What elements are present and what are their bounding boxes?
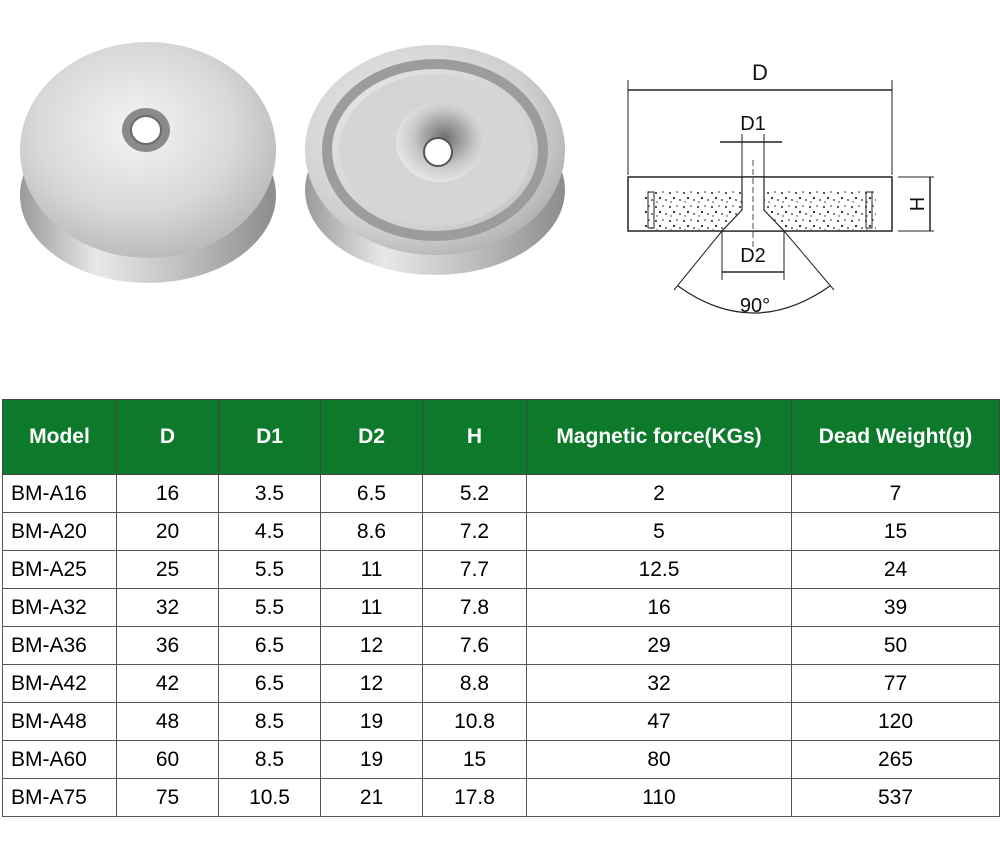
cell-d2: 11 <box>321 589 423 627</box>
header-d: D <box>117 400 219 475</box>
table-row <box>3 551 1000 589</box>
header-h: H <box>423 400 527 475</box>
cell-magnetic-force: 16 <box>527 589 792 627</box>
cell-d2: 6.5 <box>321 475 423 513</box>
table-row <box>3 741 1000 779</box>
table-row <box>3 627 1000 665</box>
magnet-photo-right <box>305 45 565 275</box>
header-model: Model <box>3 400 117 475</box>
label-d1: D1 <box>740 113 766 135</box>
cell-dead-weight: 77 <box>792 665 1000 703</box>
cell-h: 7.8 <box>423 589 527 627</box>
cell-d: 75 <box>117 779 219 817</box>
header-dead-weight: Dead Weight(g) <box>792 400 1000 475</box>
cell-d: 36 <box>117 627 219 665</box>
cell-d: 60 <box>117 741 219 779</box>
cell-h: 10.8 <box>423 703 527 741</box>
cell-d1: 5.5 <box>219 589 321 627</box>
cell-dead-weight: 39 <box>792 589 1000 627</box>
cell-model: BM-A32 <box>3 589 117 627</box>
cell-d: 16 <box>117 475 219 513</box>
cell-model: BM-A42 <box>3 665 117 703</box>
cell-model: BM-A16 <box>3 475 117 513</box>
cell-d1: 10.5 <box>219 779 321 817</box>
cell-dead-weight: 120 <box>792 703 1000 741</box>
cell-d: 42 <box>117 665 219 703</box>
cell-dead-weight: 24 <box>792 551 1000 589</box>
cross-section-diagram <box>612 50 952 330</box>
table-row <box>3 589 1000 627</box>
magnet-photo-left <box>20 42 276 283</box>
table-row <box>3 513 1000 551</box>
cell-magnetic-force: 2 <box>527 475 792 513</box>
cell-dead-weight: 50 <box>792 627 1000 665</box>
cell-d1: 6.5 <box>219 627 321 665</box>
cell-model: BM-A25 <box>3 551 117 589</box>
cell-h: 7.7 <box>423 551 527 589</box>
cell-d2: 11 <box>321 551 423 589</box>
cell-h: 8.8 <box>423 665 527 703</box>
cell-magnetic-force: 32 <box>527 665 792 703</box>
header-d2: D2 <box>321 400 423 475</box>
cell-d1: 4.5 <box>219 513 321 551</box>
cell-h: 15 <box>423 741 527 779</box>
cell-model: BM-A48 <box>3 703 117 741</box>
cell-d: 20 <box>117 513 219 551</box>
cell-dead-weight: 15 <box>792 513 1000 551</box>
cell-d1: 6.5 <box>219 665 321 703</box>
cell-model: BM-A36 <box>3 627 117 665</box>
label-d: D <box>752 60 768 85</box>
product-photos <box>0 0 600 330</box>
cell-dead-weight: 537 <box>792 779 1000 817</box>
cell-d: 48 <box>117 703 219 741</box>
cell-magnetic-force: 47 <box>527 703 792 741</box>
table-header-row <box>3 400 1000 475</box>
label-d2: D2 <box>740 245 766 267</box>
cell-d2: 12 <box>321 627 423 665</box>
cell-h: 7.6 <box>423 627 527 665</box>
magnet-photos-graphic <box>0 0 600 330</box>
header-magnetic-force: Magnetic force(KGs) <box>527 400 792 475</box>
cell-d: 32 <box>117 589 219 627</box>
cell-d: 25 <box>117 551 219 589</box>
cell-d2: 21 <box>321 779 423 817</box>
cell-magnetic-force: 29 <box>527 627 792 665</box>
cell-h: 17.8 <box>423 779 527 817</box>
cell-d2: 12 <box>321 665 423 703</box>
dimension-drawing <box>612 50 952 330</box>
table-row <box>3 475 1000 513</box>
cell-dead-weight: 7 <box>792 475 1000 513</box>
header-d1: D1 <box>219 400 321 475</box>
cell-h: 5.2 <box>423 475 527 513</box>
cell-d2: 8.6 <box>321 513 423 551</box>
table-row <box>3 665 1000 703</box>
table-row <box>3 779 1000 817</box>
cell-magnetic-force: 80 <box>527 741 792 779</box>
cell-model: BM-A60 <box>3 741 117 779</box>
spec-table <box>2 399 1000 817</box>
cell-model: BM-A75 <box>3 779 117 817</box>
cell-magnetic-force: 12.5 <box>527 551 792 589</box>
cell-d1: 8.5 <box>219 741 321 779</box>
cell-d2: 19 <box>321 741 423 779</box>
cell-dead-weight: 265 <box>792 741 1000 779</box>
label-angle: 90° <box>739 295 771 317</box>
cell-d1: 5.5 <box>219 551 321 589</box>
cell-d2: 19 <box>321 703 423 741</box>
table-row <box>3 703 1000 741</box>
cell-model: BM-A20 <box>3 513 117 551</box>
cell-h: 7.2 <box>423 513 527 551</box>
label-h: H <box>907 196 929 212</box>
cell-magnetic-force: 5 <box>527 513 792 551</box>
cell-d1: 8.5 <box>219 703 321 741</box>
cell-d1: 3.5 <box>219 475 321 513</box>
cell-magnetic-force: 110 <box>527 779 792 817</box>
